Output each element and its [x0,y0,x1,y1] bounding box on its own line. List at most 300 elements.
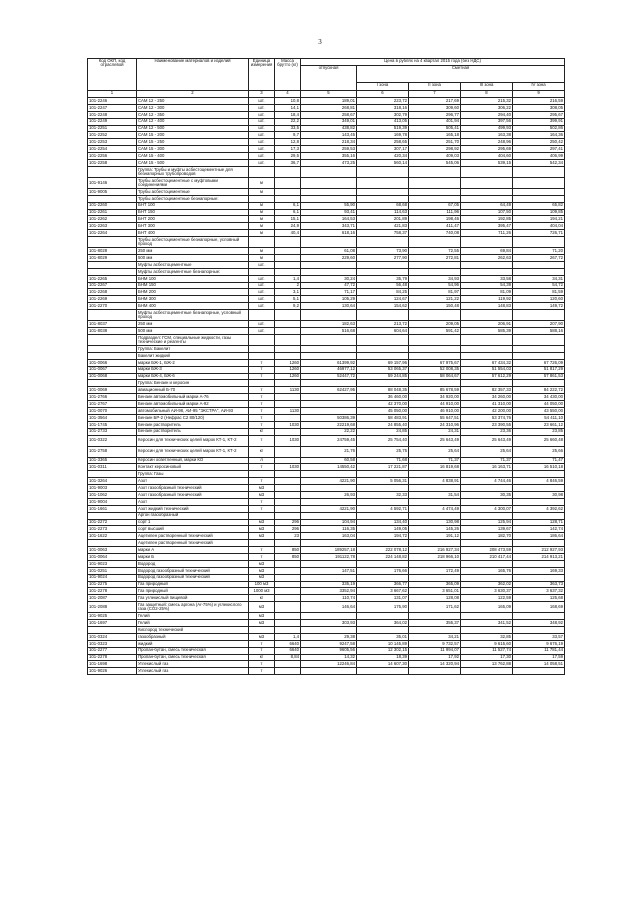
table-row [88,533,565,540]
table-row [88,401,565,408]
cell-code: 101-9025 [88,613,137,620]
cell-zone-3-price: 42 200,00 [461,407,513,414]
cell-code: 101-1697 [88,620,137,627]
cell-zone-1-price: 224 148,82 [357,553,409,560]
cell-mass: 850 [275,553,301,560]
table-row [88,296,565,303]
cell-unit: т [249,505,275,512]
cell-name: САМ 12 - 250 [137,98,249,105]
cell-zone-2-price: 52 008,35 [409,366,461,373]
cell-mass: 6,1 [275,202,301,209]
cell-zone-3-price: 248,96 [461,139,513,146]
cell-unit: м3 [249,602,275,613]
cell-zone-1-price: 18,39 [357,654,409,661]
cell-name: Бензин растворитель [137,428,249,435]
cell-name: Группа: Бакелит [137,345,249,352]
cell-zone-3-price: 23,36 [461,428,513,435]
cell-zone-4-price: 44 050,00 [513,401,565,408]
cell-release-price: 147,51 [301,567,357,574]
cell-mass: 9,7 [275,132,301,139]
cell-mass [275,248,301,255]
cell-zone-4-price [513,380,565,387]
cell-zone-2-price: 309,60 [409,104,461,111]
cell-release-price [301,195,357,202]
cell-name: Бензин автомобильный марки А-92 [137,401,249,408]
cell-zone-1-price: 194,72 [357,533,409,540]
cell-name: газообразный [137,633,249,640]
cell-release-price: 29,38 [301,633,357,640]
cell-zone-1-price [357,380,409,387]
cell-release-price [301,261,357,268]
cell-zone-1-price [357,188,409,195]
cell-zone-1-price: 32,33 [357,491,409,498]
cell-zone-3-price: 306,22 [461,104,513,111]
cell-name: автомобильный АИ-98, АИ-95 "ЭКСТРА", АИ-93 [137,407,249,414]
cell-zone-3-price: 210 417,44 [461,553,513,560]
cell-zone-2-price [409,627,461,634]
cell-mass: 5,1 [275,296,301,303]
cell-zone-3-price: 215,32 [461,98,513,105]
cell-zone-4-price: 4 392,62 [513,505,565,512]
cell-unit: т [249,547,275,554]
column-number: 8 [461,91,513,98]
cell-zone-4-price: 363,73 [513,581,565,588]
cell-zone-2-price: 85 678,59 [409,387,461,394]
cell-mass [275,540,301,547]
table-header [88,59,565,98]
cell-zone-1-price: 24,85 [357,428,409,435]
cell-zone-3-price: 3 630,37 [461,588,513,595]
cell-release-price: 349,01 [301,118,357,125]
cell-zone-4-price: 169,33 [513,567,565,574]
cell-zone-2-price: 401,94 [409,118,461,125]
cell-code: 101-2251 [88,125,137,132]
cell-zone-4-price: 25 660,48 [513,435,565,446]
cell-zone-1-price: 758,37 [357,230,409,237]
cell-zone-4-price: 216,59 [513,98,565,105]
table-row [88,125,565,132]
page-number: 3 [318,38,322,46]
cell-zone-2-price [409,613,461,620]
cell-zone-4-price: 57 861,53 [513,373,565,380]
cell-release-price: 9247,58 [301,640,357,647]
cell-name: САМ 15 - 500 [137,160,249,167]
cell-name: БНТ 300 [137,223,249,230]
cell-name: сорт высший [137,526,249,533]
cell-zone-3-price [461,627,513,634]
cell-zone-1-price [357,195,409,202]
cell-name: 500 мм [137,255,249,262]
cell-unit: шт. [249,146,275,153]
cell-zone-3-price [461,560,513,567]
cell-zone-4-price: 54,72 [513,282,565,289]
cell-unit: м [249,202,275,209]
cell-name: Аргон газообразный [137,512,249,519]
cell-zone-2-price [409,485,461,492]
cell-zone-3-price: 165,09 [461,602,513,613]
cell-zone-3-price [461,261,513,268]
cell-release-price [301,560,357,567]
table-row [88,248,565,255]
cell-mass: 3,1 [275,289,301,296]
cell-release-price [301,177,357,188]
cell-zone-3-price: 119,92 [461,296,513,303]
cell-zone-4-price [513,540,565,547]
cell-mass [275,560,301,567]
cell-zone-1-price: 35,79 [357,275,409,282]
cell-mass [275,195,301,202]
cell-mass [275,328,301,335]
cell-code: 101-9146 [88,177,137,188]
cell-unit: т [249,661,275,668]
cell-mass [275,595,301,602]
cell-zone-1-price: 3 667,62 [357,588,409,595]
cell-unit: шт. [249,261,275,268]
cell-mass: 1130 [275,387,301,394]
cell-zone-2-price: 165,18 [409,132,461,139]
cell-zone-2-price: 44 910,00 [409,401,461,408]
cell-unit: шт. [249,160,275,167]
cell-unit: т [249,401,275,408]
cell-code: 101-2247 [88,104,137,111]
cell-zone-2-price [409,166,461,177]
cell-unit: м3 [249,613,275,620]
cell-mass: 6,1 [275,209,301,216]
cell-mass [275,512,301,519]
cell-unit: шт. [249,139,275,146]
cell-code: 101-2767 [88,401,137,408]
cell-zone-3-price: 51 554,03 [461,366,513,373]
cell-zone-4-price [513,498,565,505]
cell-zone-4-price [513,261,565,268]
cell-release-price: 26,93 [301,491,357,498]
cell-zone-3-price [461,195,513,202]
cell-zone-3-price: 122,59 [461,595,513,602]
cell-zone-1-price: 277,90 [357,255,409,262]
cell-zone-2-price: 14 320,94 [409,661,461,668]
cell-mass: 1130 [275,407,301,414]
cell-zone-1-price: 134,40 [357,519,409,526]
cell-zone-3-price: 17,30 [461,654,513,661]
cell-name: Бензин автомобильный марки А-76 [137,394,249,401]
cell-release-price [301,345,357,352]
cell-zone-1-price: 35,01 [357,633,409,640]
cell-code: 101-2263 [88,223,137,230]
cell-zone-1-price: 59 244,85 [357,373,409,380]
cell-zone-3-price [461,345,513,352]
cell-zone-4-price: 67 726,09 [513,359,565,366]
table-row [88,275,565,282]
column-number: 3 [249,91,275,98]
cell-name: Бензин БР-2 (Нефрас С2 80/120) [137,414,249,421]
cell-zone-1-price: 213,72 [357,321,409,328]
cell-mass: 14,1 [275,104,301,111]
cell-unit: т [249,421,275,428]
cell-code [88,166,137,177]
cell-code: 101-9005 [88,188,137,195]
cell-release-price [301,613,357,620]
cell-mass [275,446,301,457]
cell-unit: т [249,373,275,380]
cell-zone-1-price: 223,72 [357,98,409,105]
cell-zone-1-price [357,613,409,620]
cell-release-price [301,407,357,414]
cell-release-price: 259,53 [301,146,357,153]
table-row [88,328,565,335]
cell-zone-4-price [513,485,565,492]
cell-zone-4-price: 168,69 [513,602,565,613]
cell-zone-4-price: 542,34 [513,160,565,167]
cell-zone-1-price: 4 592,71 [357,505,409,512]
cell-zone-3-price: 711,26 [461,230,513,237]
cell-mass [275,268,301,275]
cell-zone-4-price: 212 927,93 [513,547,565,554]
cell-code: 101-2278 [88,654,137,661]
cell-zone-4-price [513,560,565,567]
cell-zone-2-price [409,512,461,519]
cell-zone-3-price: 208 473,59 [461,547,513,554]
table-row [88,166,565,177]
cell-zone-3-price [461,166,513,177]
cell-zone-2-price [409,237,461,248]
table-row [88,188,565,195]
cell-code: 101-0323 [88,640,137,647]
cell-zone-2-price [409,498,461,505]
cell-unit: м3 [249,519,275,526]
cell-name: марки БЖ-1, БЖ-2 [137,359,249,366]
cell-name: Трубы асбестоцементные безнапорные, условный проход [137,237,249,248]
cell-code: 101-2252 [88,132,137,139]
cell-release-price [301,471,357,478]
cell-mass: 1,4 [275,633,301,640]
cell-zone-2-price: 4 838,91 [409,478,461,485]
table-row [88,602,565,613]
cell-code: 101-1062 [88,491,137,498]
cell-zone-4-price [513,237,565,248]
cell-zone-2-price [409,177,461,188]
cell-name: САМ 15 - 300 [137,146,249,153]
cell-code: 101-0322 [88,435,137,446]
table-row [88,289,565,296]
cell-zone-1-price [357,310,409,321]
cell-code [88,380,137,387]
cell-mass [275,166,301,177]
cell-release-price: 355,16 [301,153,357,160]
cell-zone-3-price [461,512,513,519]
cell-zone-4-price: 54 411,10 [513,414,565,421]
cell-zone-2-price: 34,93 [409,275,461,282]
cell-zone-3-price [461,498,513,505]
cell-zone-4-price [513,195,565,202]
cell-code: 101-1698 [88,661,137,668]
cell-code: 101-0311 [88,464,137,471]
cell-name: БНМ 100 [137,275,249,282]
cell-unit [249,195,275,202]
cell-code [88,195,137,202]
cell-name: САМ 15 - 200 [137,132,249,139]
cell-name: САМ 12 - 400 [137,118,249,125]
cell-zone-3-price: 148,83 [461,303,513,310]
table-row [88,435,565,446]
table-row [88,457,565,464]
cell-mass [275,177,301,188]
cell-zone-3-price [461,310,513,321]
cell-code: 101-9023 [88,560,137,567]
cell-unit [249,237,275,248]
cell-release-price: 258,67 [301,111,357,118]
cell-mass [275,627,301,634]
table-row [88,177,565,188]
cell-zone-2-price: 218 966,10 [409,553,461,560]
table-row [88,261,565,268]
cell-zone-1-price: 5 056,31 [357,478,409,485]
cell-zone-1-price: 71,68 [357,457,409,464]
cell-release-price: 189,01 [301,98,357,105]
cell-name: Керосин для технических целей марок КТ-1, КТ-2 [137,435,249,446]
cell-unit: т [249,407,275,414]
cell-name: САМ 15 - 250 [137,139,249,146]
cell-code: 101-2733 [88,428,137,435]
cell-release-price [301,574,357,581]
cell-unit [249,345,275,352]
cell-name: БНМ 150 [137,282,249,289]
table-row [88,352,565,359]
cell-zone-4-price: 14 058,51 [513,661,565,668]
cell-release-price: 60,58 [301,457,357,464]
cell-release-price: 61,08 [301,248,357,255]
cell-zone-4-price: 308,05 [513,104,565,111]
cell-zone-1-price: 222 078,12 [357,547,409,554]
cell-release-price: 229,60 [301,255,357,262]
cell-mass [275,661,301,668]
cell-code: 101-2248 [88,111,137,118]
table-row [88,359,565,366]
cell-code: 101-2270 [88,303,137,310]
column-number: 4 [275,91,301,98]
cell-release-price [301,188,357,195]
cell-name: БНТ 150 [137,209,249,216]
cell-zone-4-price: 17,59 [513,654,565,661]
cell-zone-3-price: 341,52 [461,620,513,627]
table-row [88,560,565,567]
header-release-price: отпускная [301,66,357,91]
column-number: 2 [137,91,249,98]
cell-zone-3-price [461,574,513,581]
cell-name: Ацетилен растворенный технический [137,540,249,547]
cell-code: 101-2264 [88,230,137,237]
cell-code: 101-2278 [88,588,137,595]
cell-mass [275,613,301,620]
table-row [88,237,565,248]
cell-release-price: 146,64 [301,602,357,613]
cell-release-price [301,310,357,321]
cell-zone-2-price: 67,05 [409,202,461,209]
cell-mass [275,602,301,613]
cell-mass: 17,3 [275,146,301,153]
cell-mass: 296 [275,526,301,533]
cell-zone-2-price: 591,42 [409,328,461,335]
cell-zone-2-price [409,195,461,202]
cell-code [88,540,137,547]
cell-name: БНТ 400 [137,230,249,237]
cell-mass [275,668,301,675]
cell-unit: м [249,223,275,230]
table-row [88,640,565,647]
table-row [88,647,565,654]
cell-zone-4-price: 295,67 [513,111,565,118]
cell-code: 101-0068 [88,373,137,380]
cell-name: Газ защитный: смесь аргона (Ar-75%) и углекислого газа (CO2-25%) [137,602,249,613]
cell-release-price: 46977,12 [301,366,357,373]
cell-mass [275,498,301,505]
cell-release-price: 30,24 [301,275,357,282]
cell-zone-4-price: 207,90 [513,321,565,328]
cell-zone-1-price: 420,34 [357,153,409,160]
cell-release-price: 93,41 [301,209,357,216]
cell-code: 101-1745 [88,421,137,428]
cell-zone-4-price [513,512,565,519]
cell-zone-3-price: 11 527,74 [461,647,513,654]
header-mass: Масса брутто (кг) [275,59,301,91]
cell-zone-4-price [513,166,565,177]
cell-release-price: 55,90 [301,202,357,209]
cell-unit: т [249,414,275,421]
cell-zone-4-price: 149,72 [513,303,565,310]
cell-unit: м3 [249,485,275,492]
cell-zone-1-price: 413,05 [357,118,409,125]
table-row [88,485,565,492]
cell-release-price: 24759,45 [301,435,357,446]
cell-release-price: 438,82 [301,125,357,132]
cell-code: 101-0251 [88,567,137,574]
cell-mass: 40,4 [275,230,301,237]
table-row [88,478,565,485]
cell-code: 101-2254 [88,146,137,153]
cell-zone-1-price: 73,90 [357,248,409,255]
cell-zone-2-price: 191,12 [409,533,461,540]
cell-code: 101-2267 [88,282,137,289]
cell-zone-1-price [357,560,409,567]
cell-unit [249,380,275,387]
cell-release-price [301,380,357,387]
table-row [88,446,565,457]
table-row [88,98,565,105]
table-row [88,581,565,588]
cell-zone-4-price: 125,68 [513,595,565,602]
header-unit: Единица измерения [249,59,275,91]
cell-zone-3-price: 395,47 [461,223,513,230]
cell-zone-2-price: 9 732,57 [409,640,461,647]
cell-mass: 1260 [275,359,301,366]
cell-zone-2-price [409,540,461,547]
cell-mass: 23 [275,533,301,540]
cell-zone-2-price: 72,55 [409,248,461,255]
cell-zone-2-price: 411,47 [409,223,461,230]
column-number: 1 [88,91,137,98]
cell-zone-2-price [409,261,461,268]
cell-release-price: 61399,92 [301,359,357,366]
cell-code: 101-2268 [88,289,137,296]
cell-unit: л [249,457,275,464]
table-row [88,407,565,414]
cell-unit: т [249,366,275,373]
cell-zone-4-price [513,310,565,321]
table-row [88,613,565,620]
cell-name: Гелий [137,613,249,620]
cell-zone-1-price: 519,39 [357,125,409,132]
cell-unit: шт. [249,321,275,328]
cell-zone-3-price [461,268,513,275]
